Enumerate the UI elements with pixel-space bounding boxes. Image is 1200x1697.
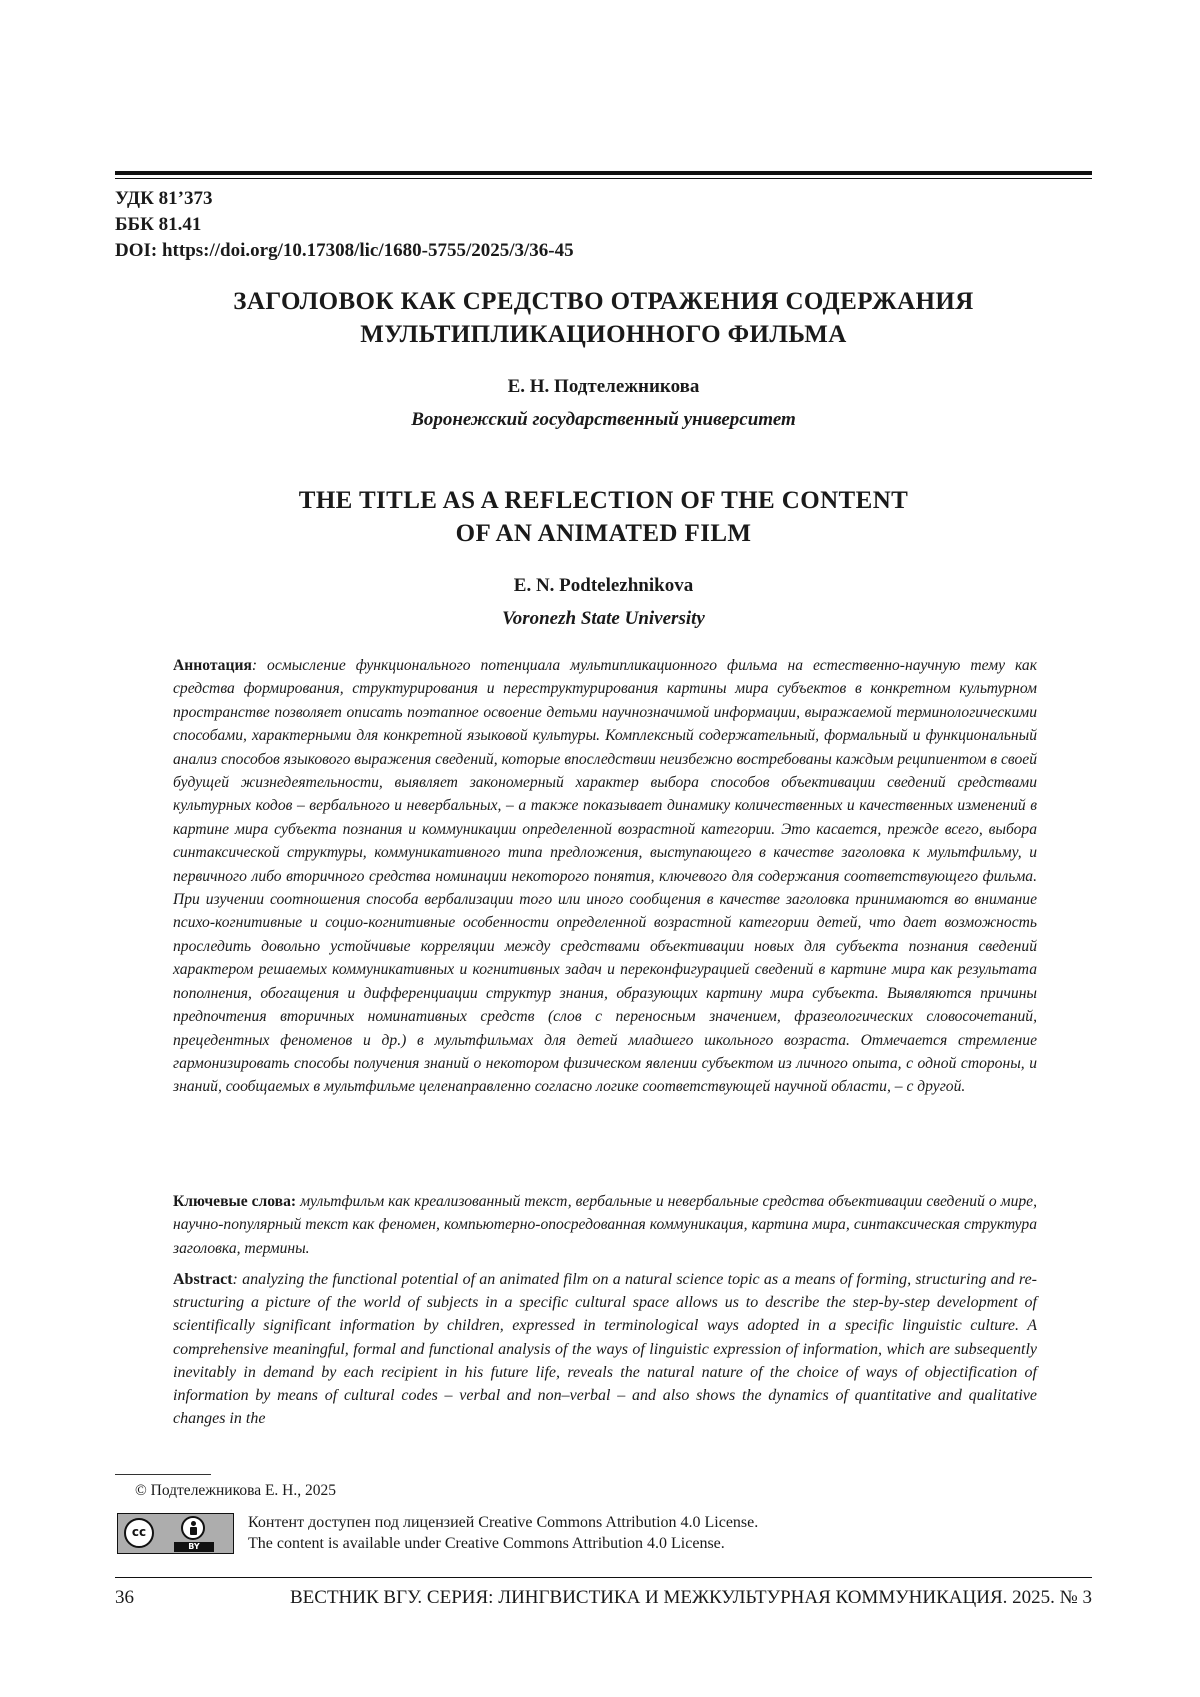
license-en: The content is available under Creative Commons Attribution 4.0 License. — [248, 1535, 725, 1552]
abstract-en — [173, 1268, 1037, 1430]
keywords-ru — [173, 1190, 1037, 1260]
journal-name: ВЕСТНИК ВГУ. СЕРИЯ: ЛИНГВИСТИКА И МЕЖКУЛЬТУРНАЯ КОММУНИКАЦИЯ. 2025. № 3 — [290, 1587, 1092, 1608]
article-title-ru — [115, 285, 1092, 351]
title-ru-line-2: МУЛЬТИПЛИКАЦИОННОГО ФИЛЬМА — [360, 321, 847, 348]
title-en-line-2: OF AN ANIMATED FILM — [455, 520, 752, 547]
classification-codes — [115, 186, 574, 264]
title-ru-line-1: ЗАГОЛОВОК КАК СРЕДСТВО ОТРАЖЕНИЯ СОДЕРЖАНИЯ — [233, 288, 974, 315]
footer-rule — [115, 1577, 1092, 1578]
attribution-icon — [181, 1516, 205, 1540]
page-number: 36 — [115, 1587, 134, 1608]
abstract-en-label: Abstract — [173, 1271, 233, 1288]
abstract-ru — [173, 654, 1037, 1099]
affiliation-en: Voronezh State University — [502, 608, 705, 629]
title-en-line-1: THE TITLE AS A REFLECTION OF THE CONTENT — [298, 487, 909, 514]
copyright-note: © Подтележникова Е. Н., 2025 — [135, 1482, 337, 1499]
doi-link[interactable]: DOI: https://doi.org/10.17308/lic/1680-5755/2025/3/36-45 — [115, 240, 574, 261]
bbk-code: ББК 81.41 — [115, 214, 202, 235]
header-rule-thin — [115, 178, 1092, 179]
attribution-icon-head — [191, 1521, 196, 1526]
affiliation-ru: Воронежский государственный университет — [411, 409, 796, 430]
cc-license-badge[interactable] — [117, 1513, 234, 1554]
license-text — [248, 1512, 758, 1554]
header-rule-thick — [115, 171, 1092, 175]
abstract-ru-text: : осмысление функционального потенциала мультипликационного фильма на естественно-научную тему как средства формирования, структурирования и переструктурирования картины мира субъектов в конкретном культурном пространстве позволяет описать поэтапное освоение детьми научнозначимой информации, выражаемой терминологическими способами, характерными для конкретной языковой культуры. Комплексный содержательный, формальный и функциональный анализ способов языкового выражения сведений, которые впоследствии неизбежно востребованы каждым реципиентом в своей будущей жизнедеятельности, выявляет закономерный характер выбора способов объективации сведений средствами культурных кодов – вербального и невербальных, – а также показывает динамику количественных и качественных изменений в картине мира субъекта познания и коммуникации определенной возрастной категории. Это касается, прежде всего, выбора синтаксической структуры, коммуникативного типа предложения, выступающего в качестве заголовка к мультфильму, и первичного либо вторичного средства номинации некоторого понятия, ключевого для содержания соответствующего фильма. При изучении соотношения способа вербализации того или иного сообщения в качестве заголовка принимаются во внимание психо-когнитивные и социо-когнитивные особенности определенной возрастной категории детей, что дает возможность проследить довольно устойчивые корреляции между средствами объективации новых для субъекта познания сведений характером решаемых коммуникативных и когнитивных задач и переконфигурацией сведений в картине мира как результата пополнения, обогащения и дифференциации структур знания, образующих картину мира субъекта. Выявляются причины предпочтения вторичных номинативных средств (слов с переносным значением, фразеологических словосочетаний, прецедентных феноменов и др.) в мультфильмах для детей младшего школьного возраста. Отмечается стремление гармонизировать способы получения знаний о некотором физическом явлении субъектом из личного опыта, с одной стороны, и знаний, сообщаемых в мультфильме целенаправленно согласно логике соответствующей научной области, – с другой. — [173, 657, 1037, 1096]
by-label: BY — [174, 1542, 214, 1552]
cc-icon: cc — [124, 1518, 154, 1548]
article-title-en — [115, 484, 1092, 550]
udk-code: УДК 81’373 — [115, 188, 213, 209]
abstract-ru-label: Аннотация — [173, 657, 252, 674]
abstract-en-text: : analyzing the functional potential of an animated film on a natural science topic as a means of forming, structuring and re-structuring a picture of the world of subjects in a specific cultural space allows us to describe the step-by-step development of scientifically significant information by children, expressed in terminological ways adopted in a specific linguistic culture. A comprehensive meaningful, formal and functional analysis of the ways of linguistic expression of information, which are subsequently inevitably in demand by each recipient in his future life, reveals the natural nature of the choice of ways of objectification of information by means of cultural codes – verbal and non–verbal – and also shows the dynamics of quantitative and qualitative changes in the — [173, 1271, 1037, 1428]
author-ru: Е. Н. Подтележникова — [507, 376, 700, 397]
footnote-rule — [115, 1474, 211, 1475]
keywords-ru-label: Ключевые слова: — [173, 1193, 297, 1210]
keywords-ru-text: мультфильм как креализованный текст, вербальные и невербальные средства объективации сведений о мире, научно-популярный текст как феномен, компьютерно-опосредованная коммуникация, картина мира, синтаксическая структура заголовка, термины. — [173, 1193, 1038, 1257]
attribution-icon-body — [190, 1527, 197, 1535]
author-en: E. N. Podtelezhnikova — [513, 575, 694, 596]
license-ru: Контент доступен под лицензией Creative Commons Attribution 4.0 License. — [248, 1514, 759, 1531]
